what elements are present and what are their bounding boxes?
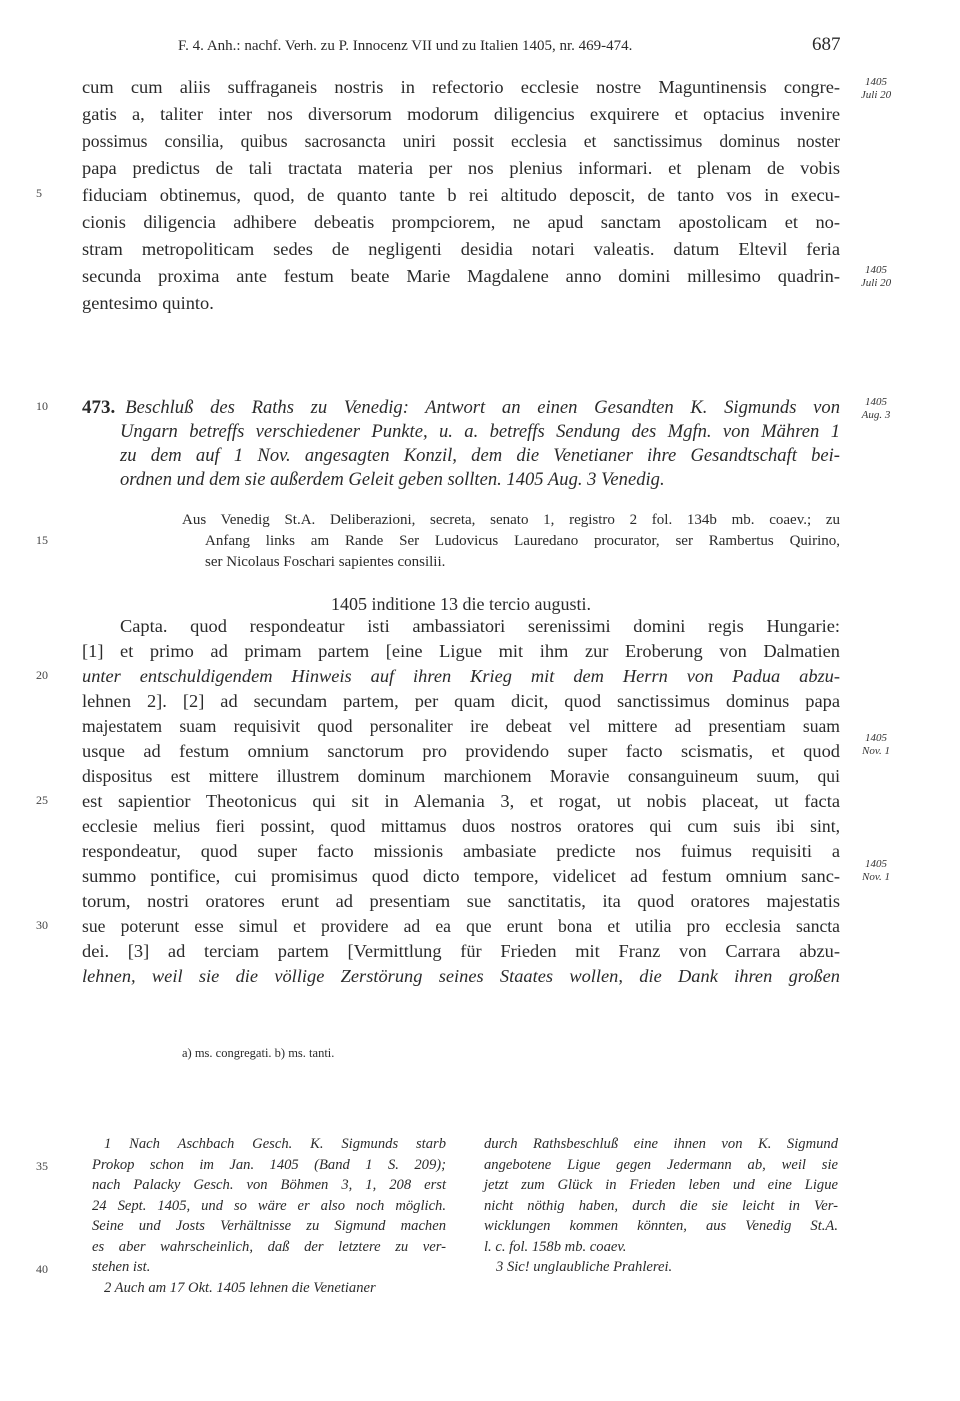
margin-date-note: 1405 Nov. 1 — [862, 858, 890, 883]
text-line: lehnen, weil sie die völlige Zerstörung seines Staates wollen, die Dank ihren großen — [82, 966, 840, 986]
text-line: dispositus est mittere illustrem dominum marchionem Moravie consanguineum suum, qui — [82, 766, 840, 786]
line-number: 25 — [36, 793, 48, 807]
text-line: cum cum aliis suffraganeis nostris in refectorio ecclesie nostre Maguntinensis congre- — [82, 77, 840, 97]
footnote-line: wicklungen kommen könnten, aus Venedig St.A. — [484, 1218, 838, 1234]
text-line: gentesimo quinto. — [82, 293, 214, 313]
footnotes-right-column — [484, 1134, 838, 1278]
margin-date-note: 1405 Aug. 3 — [861, 396, 891, 421]
page-number: 687 — [812, 34, 841, 55]
source-line: Anfang links am Rande Ser Ludovicus Lauredano procurator, ser Rambertus Quirino, — [205, 533, 840, 549]
footnote-line: Seine und Josts Verhältnisse zu Sigmund machen — [92, 1218, 446, 1234]
text-line: cionis diligencia adhibere debeatis prompciorem, ne apud sanctam apostolicam et no- — [82, 212, 840, 232]
footnote-line: Prokop schon im Jan. 1405 (Band 1 S. 209); — [92, 1156, 446, 1173]
footnote-line: stehen ist. — [92, 1259, 151, 1275]
text-line: torum, nostri oratores erunt ad presentiam sue sanctitatis, ita quod oratores majestatis — [82, 891, 840, 911]
footnote-line: 1 Nach Aschbach Gesch. K. Sigmunds starb — [104, 1136, 446, 1152]
text-line: secunda proxima ante festum beate Marie Magdalene anno domini millesimo quadrin- — [82, 266, 840, 286]
text-line: usque ad festum omnium sanctorum pro providendo super facto scismatis, et quod — [82, 741, 840, 761]
text-line: fiduciam obtinemus, quod, de quanto tante b rei altitudo deposcit, de tanto vos in execu- — [82, 185, 840, 205]
footnote-line: angebotene Ligue gegen Jedermann ab, weil sie — [484, 1156, 838, 1173]
text-line: papa predictus de tali tractata materia per nos plenius informari. et plenam de vobis — [82, 158, 840, 178]
running-header: F. 4. Anh.: nachf. Verh. zu P. Innocenz VII und zu Italien 1405, nr. 469-474. — [178, 38, 633, 54]
source-line: Aus Venedig St.A. Deliberazioni, secreta, senato 1, registro 2 fol. 134b mb. coaev.; zu — [182, 512, 840, 528]
text-line: respondeatur, quod super facto missionis ambasiate predicte nos fuimus requisiti a — [82, 841, 840, 861]
text-line: lehnen 2]. [2] ad secundam partem, per quam dicit, quod sanctissimus dominus papa — [82, 691, 840, 711]
line-number: 40 — [36, 1262, 48, 1276]
heading-text: Beschluß des Raths zu Venedig: Antwort an einen Gesandten K. Sigmunds von — [125, 397, 840, 418]
document-number: 473. — [82, 397, 116, 418]
footnote-line: 24 Sept. 1405, und so wäre er also noch möglich. — [92, 1197, 446, 1214]
line-number: 15 — [36, 533, 48, 547]
text-line: sue poterunt esse simul et providere ad ea que erunt bona et utilia pro ecclesia sancta — [82, 916, 840, 936]
heading-line: ordnen und dem sie außerdem Geleit geben sollten. 1405 Aug. 3 Venedig. — [120, 469, 665, 490]
footnote-line: l. c. fol. 158b mb. coaev. — [484, 1238, 627, 1255]
heading-line — [82, 394, 840, 421]
text-line: majestatem suam requisivit quod personaliter ire debeat vel mittere ad presentiam suam — [82, 716, 840, 736]
text-line: gatis a, taliter inter nos diversorum modorum diligencius exquirere et optacius invenire — [82, 104, 840, 124]
text-line: summo pontifice, cui promisimus quod dicto tempore, videlicet ad festum omnium sanc- — [82, 866, 840, 886]
date-line: 1405 inditione 13 die tercio augusti. — [331, 594, 591, 614]
text-line: possimus consilia, quibus sacrosancta uniri possit ecclesia et sanctissimus dominus noster — [82, 131, 840, 151]
text-line: stram metropoliticam sedes de negligenti desidia notari valeatis. datum Eltevil feria — [82, 239, 840, 259]
variant-notes: a) ms. congregati. b) ms. tanti. — [182, 1046, 335, 1060]
heading-line: zu dem auf 1 Nov. angesagten Konzil, dem die Venetianer ihre Gesandtschaft bei- — [120, 445, 840, 466]
margin-date-note: 1405 Nov. 1 — [862, 732, 890, 757]
footnote-line: durch Rathsbeschluß eine ihnen von K. Sigmund — [484, 1136, 838, 1152]
text-line: dei. [3] ad terciam partem [Vermittlung für Frieden mit Franz von Carrara abzu- — [82, 941, 840, 961]
margin-date-note: 1405 Juli 20 — [860, 76, 892, 101]
footnote-line: jetzt zum Glück in Frieden leben und eine Ligue — [484, 1177, 838, 1193]
source-line: ser Nicolaus Foschari sapientes consilii. — [205, 554, 446, 570]
text-line: Capta. quod respondeatur isti ambassiatori serenissimi domini regis Hungarie: — [120, 616, 840, 636]
text-line: ecclesie melius fieri possint, quod mittamus duos nostros oratores qui cum suis ibi sint, — [82, 816, 840, 836]
text-line: [1] et primo ad primam partem [eine Ligue mit ihm zur Eroberung von Dalmatien — [82, 641, 840, 661]
heading-line: Ungarn betreffs verschiedener Punkte, u. a. betreffs Sendung des Mgfn. von Mähren 1 — [120, 421, 840, 442]
line-number: 35 — [36, 1159, 48, 1173]
footnote-line: es aber wahrscheinlich, daß der letztere zu ver- — [92, 1238, 446, 1255]
footnote-line: 2 Auch am 17 Okt. 1405 lehnen die Venetianer — [104, 1279, 376, 1296]
footnotes-left-column — [92, 1134, 446, 1298]
line-number: 30 — [36, 918, 48, 932]
line-number: 5 — [36, 186, 42, 200]
footnote-line: nach Palacky Gesch. von Böhmen 3, 1, 208 erst — [92, 1177, 446, 1193]
line-number: 10 — [36, 399, 48, 413]
text-line: est sapientior Theotonicus qui sit in Alemania 3, et rogat, ut nobis placeat, ut facta — [82, 791, 840, 811]
text-line: unter entschuldigendem Hinweis auf ihren Krieg mit dem Herrn von Padua abzu- — [82, 666, 840, 686]
margin-date-note: 1405 Juli 20 — [860, 264, 892, 289]
footnote-line: nicht nöthig haben, durch die sie leicht in Ver- — [484, 1197, 838, 1214]
footnote-line: 3 Sic! unglaubliche Prahlerei. — [496, 1259, 673, 1275]
line-number: 20 — [36, 668, 48, 682]
